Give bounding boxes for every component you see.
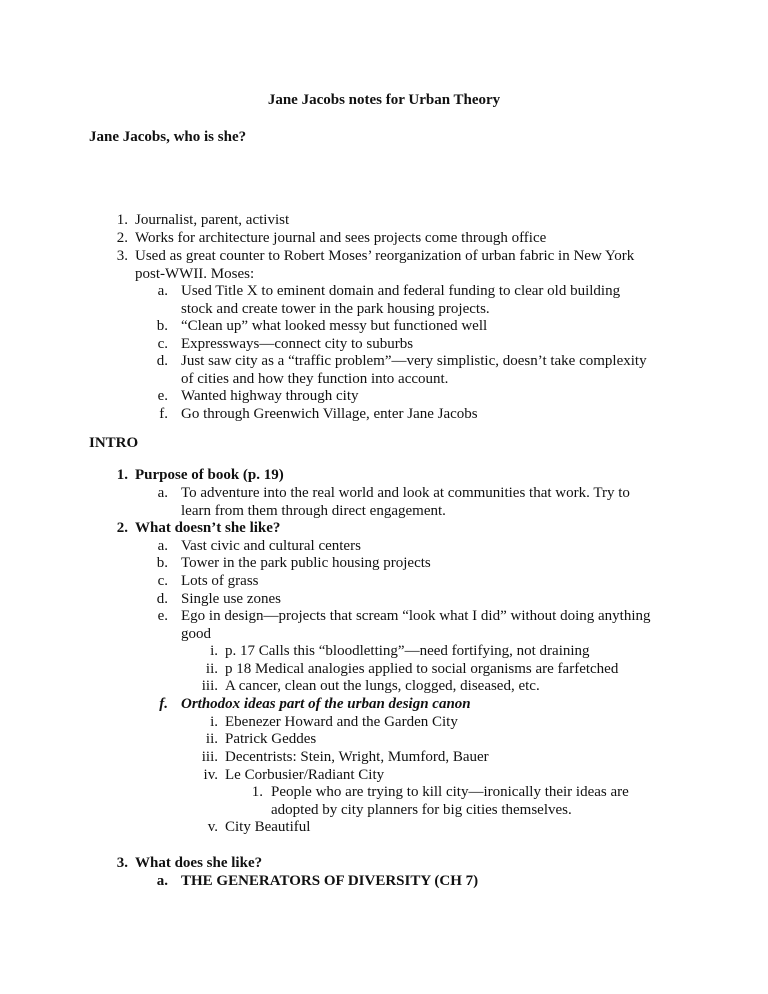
- section-heading-who: Jane Jacobs, who is she?: [89, 129, 247, 145]
- page-title: Jane Jacobs notes for Urban Theory: [267, 92, 501, 108]
- section-heading-intro: INTRO: [89, 435, 139, 451]
